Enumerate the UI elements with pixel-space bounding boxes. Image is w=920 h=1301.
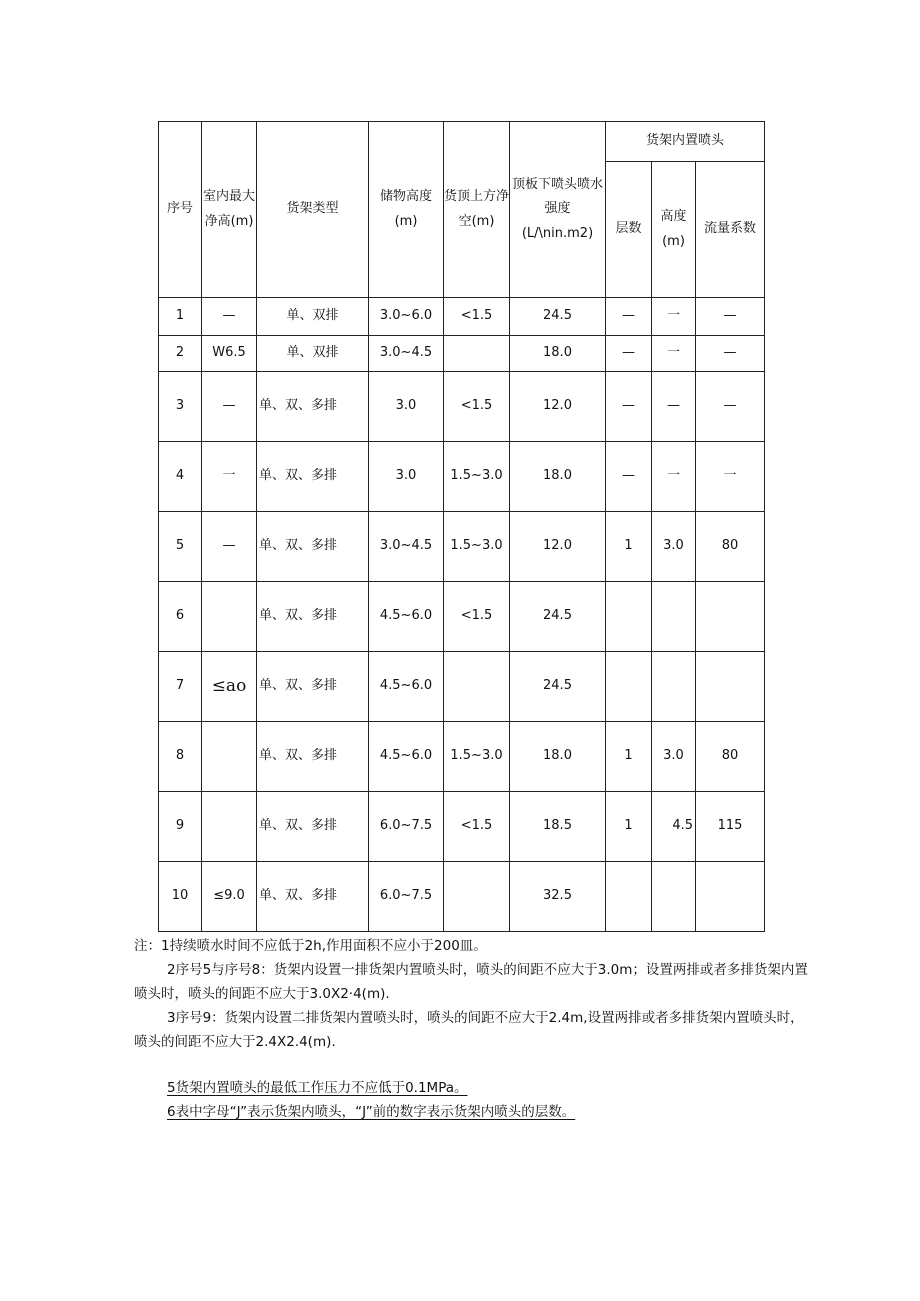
cell-clearance: <1.5 [444, 298, 510, 336]
cell-height [202, 722, 257, 792]
cell-seq: 10 [159, 862, 202, 932]
cell-layers: 1 [606, 512, 652, 582]
table-row [159, 652, 765, 722]
cell-intensity: 18.0 [510, 442, 606, 512]
cell-layers [606, 862, 652, 932]
table-row [159, 582, 765, 652]
table-row [159, 722, 765, 792]
cell-layers: 1 [606, 792, 652, 862]
cell-flow: 一 [696, 442, 765, 512]
cell-clearance [444, 336, 510, 372]
cell-storage: 3.0~6.0 [369, 298, 444, 336]
cell-seq: 6 [159, 582, 202, 652]
cell-storage: 4.5~6.0 [369, 582, 444, 652]
cell-clearance: 1.5~3.0 [444, 722, 510, 792]
cell-type: 单、双、多排 [257, 722, 369, 792]
cell-nozzle-height [652, 652, 696, 722]
cell-flow [696, 652, 765, 722]
cell-clearance: 1.5~3.0 [444, 512, 510, 582]
header-nozzle-height: 高度(m) [652, 162, 696, 298]
cell-seq: 5 [159, 512, 202, 582]
cell-type: 单、双、多排 [257, 582, 369, 652]
header-intensity: 顶板下喷头喷水强度(L/\nin.m2) [510, 122, 606, 298]
cell-type: 单、双、多排 [257, 442, 369, 512]
cell-storage: 6.0~7.5 [369, 792, 444, 862]
cell-seq: 2 [159, 336, 202, 372]
cell-nozzle-height [652, 582, 696, 652]
header-rack-type: 货架类型 [257, 122, 369, 298]
cell-flow: — [696, 372, 765, 442]
cell-intensity: 32.5 [510, 862, 606, 932]
cell-nozzle-height [652, 862, 696, 932]
cell-type: 单、双、多排 [257, 512, 369, 582]
cell-height [202, 792, 257, 862]
cell-clearance: <1.5 [444, 792, 510, 862]
cell-height: — [202, 512, 257, 582]
header-flow-coef: 流量系数 [696, 162, 765, 298]
cell-seq: 9 [159, 792, 202, 862]
cell-storage: 4.5~6.0 [369, 722, 444, 792]
header-seq: 序号 [159, 122, 202, 298]
cell-flow [696, 582, 765, 652]
cell-layers [606, 652, 652, 722]
cell-height: ≤9.0 [202, 862, 257, 932]
table-row [159, 336, 765, 372]
cell-storage: 3.0 [369, 442, 444, 512]
cell-height: W6.5 [202, 336, 257, 372]
cell-height: ≤ao [202, 652, 257, 722]
cell-intensity: 18.5 [510, 792, 606, 862]
cell-layers: 1 [606, 722, 652, 792]
note-5: 5货架内置喷头的最低工作压力不应低于0.1MPa。 [167, 1080, 468, 1096]
cell-type: 单、双、多排 [257, 372, 369, 442]
cell-intensity: 12.0 [510, 512, 606, 582]
table-row [159, 862, 765, 932]
cell-flow: 80 [696, 512, 765, 582]
cell-clearance [444, 652, 510, 722]
table-row [159, 372, 765, 442]
cell-intensity: 24.5 [510, 582, 606, 652]
cell-layers: — [606, 372, 652, 442]
cell-nozzle-height: 一 [652, 336, 696, 372]
sprinkler-spec-table [158, 121, 765, 932]
cell-nozzle-height: 一 [652, 298, 696, 336]
note-1: 注：1持续喷水时间不应低于2h,作用面积不应小于200皿。 [134, 938, 487, 954]
cell-flow: — [696, 298, 765, 336]
cell-height: — [202, 298, 257, 336]
cell-intensity: 24.5 [510, 652, 606, 722]
table-notes [134, 934, 814, 1124]
cell-nozzle-height: 一 [652, 442, 696, 512]
cell-layers: — [606, 298, 652, 336]
cell-storage: 6.0~7.5 [369, 862, 444, 932]
cell-clearance [444, 862, 510, 932]
cell-storage: 3.0 [369, 372, 444, 442]
cell-nozzle-height: 3.0 [652, 722, 696, 792]
header-clearance: 货顶上方净空(m) [444, 122, 510, 298]
cell-layers: — [606, 336, 652, 372]
cell-flow [696, 862, 765, 932]
cell-nozzle-height: — [652, 372, 696, 442]
cell-intensity: 18.0 [510, 722, 606, 792]
cell-seq: 4 [159, 442, 202, 512]
cell-layers: — [606, 442, 652, 512]
cell-seq: 7 [159, 652, 202, 722]
cell-height: — [202, 372, 257, 442]
header-in-rack-group: 货架内置喷头 [606, 122, 765, 162]
cell-type: 单、双、多排 [257, 652, 369, 722]
cell-nozzle-height: 3.0 [652, 512, 696, 582]
cell-intensity: 24.5 [510, 298, 606, 336]
cell-flow: — [696, 336, 765, 372]
cell-layers [606, 582, 652, 652]
header-storage-height: 储物高度(m) [369, 122, 444, 298]
cell-intensity: 12.0 [510, 372, 606, 442]
cell-clearance: 1.5~3.0 [444, 442, 510, 512]
table-row [159, 442, 765, 512]
cell-type: 单、双、多排 [257, 862, 369, 932]
cell-seq: 3 [159, 372, 202, 442]
cell-flow: 115 [696, 792, 765, 862]
table-row [159, 298, 765, 336]
cell-seq: 8 [159, 722, 202, 792]
table-row [159, 512, 765, 582]
cell-height [202, 582, 257, 652]
cell-nozzle-height: 4.5 [652, 792, 696, 862]
cell-storage: 3.0~4.5 [369, 336, 444, 372]
cell-seq: 1 [159, 298, 202, 336]
cell-storage: 4.5~6.0 [369, 652, 444, 722]
cell-type: 单、双、多排 [257, 792, 369, 862]
cell-clearance: <1.5 [444, 372, 510, 442]
header-layers: 层数 [606, 162, 652, 298]
cell-storage: 3.0~4.5 [369, 512, 444, 582]
table-row [159, 792, 765, 862]
cell-type: 单、双排 [257, 298, 369, 336]
header-height-max: 室内最大净高(m) [202, 122, 257, 298]
note-gap [134, 1054, 814, 1076]
note-3: 3序号9：货架内设置二排货架内置喷头时，喷头的间距不应大于2.4m,设置两排或者多排货架内置喷头时，喷头的间距不应大于2.4X2.4(m). [134, 1010, 804, 1050]
cell-height: 一 [202, 442, 257, 512]
note-6: 6表中字母“J”表示货架内喷头，“J”前的数字表示货架内喷头的层数。 [167, 1104, 576, 1120]
note-2: 2序号5与序号8：货架内设置一排货架内置喷头时，喷头的间距不应大于3.0m；设置两排或者多排货架内置喷头时，喷头的间距不应大于3.0X2·4(m). [134, 962, 808, 1002]
cell-intensity: 18.0 [510, 336, 606, 372]
cell-clearance: <1.5 [444, 582, 510, 652]
header-row-1 [159, 122, 765, 162]
cell-type: 单、双排 [257, 336, 369, 372]
cell-flow: 80 [696, 722, 765, 792]
